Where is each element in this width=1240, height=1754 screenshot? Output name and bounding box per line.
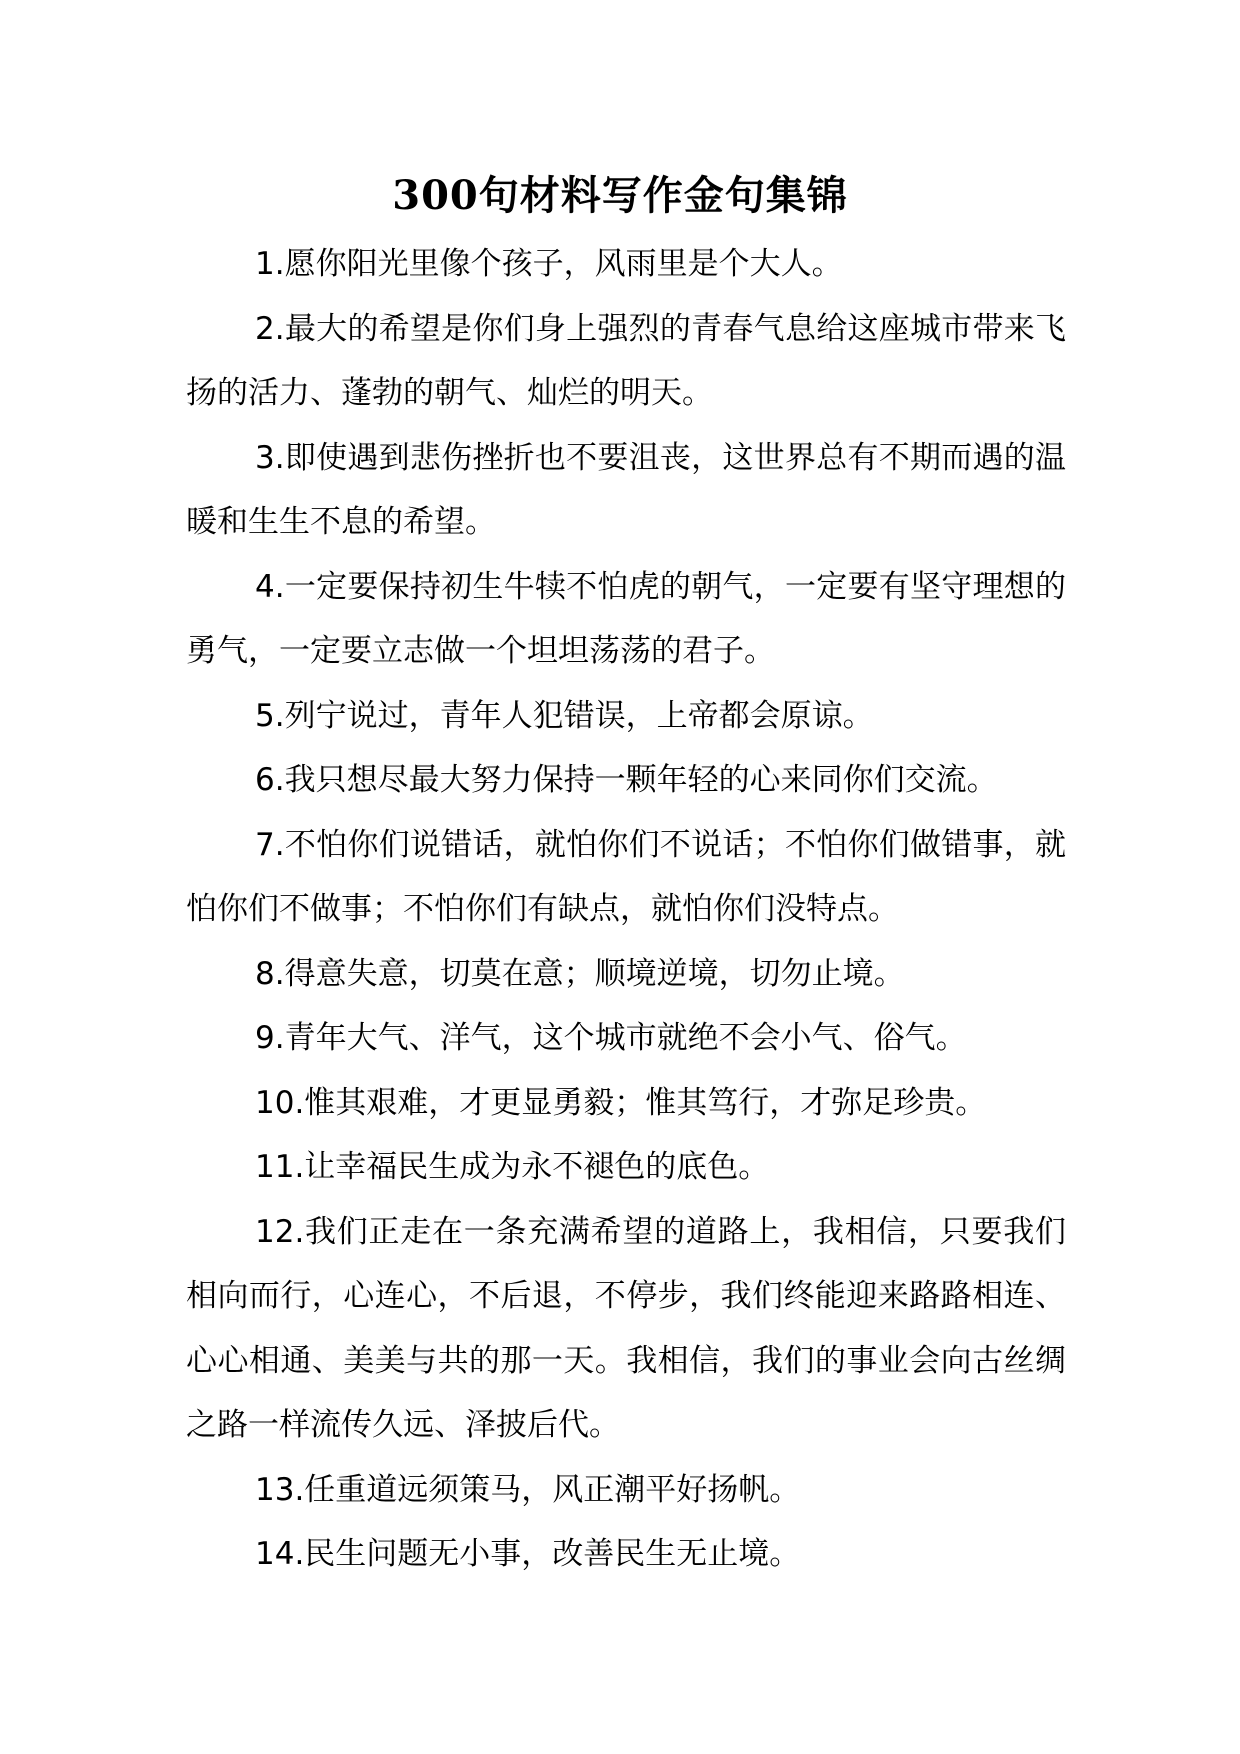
paragraph-3: 3.即使遇到悲伤挫折也不要沮丧，这世界总有不期而遇的温暖和生生不息的希望。 (186, 439, 1066, 540)
document-title: 300句材料写作金句集锦 (392, 172, 848, 219)
paragraph-14: 14.民生问题无小事，改善民生无止境。 (255, 1536, 801, 1572)
paragraph-1: 1.愿你阳光里像个孩子，风雨里是个大人。 (255, 246, 843, 282)
document-body (186, 232, 1066, 1587)
paragraph-10: 10.惟其艰难，才更显勇毅；惟其笃行，才弥足珍贵。 (255, 1084, 987, 1121)
paragraph-4: 4.一定要保持初生牛犊不怕虎的朝气，一定要有坚守理想的勇气，一定要立志做一个坦坦荡荡的君子。 (186, 568, 1066, 669)
paragraph-12: 12.我们正走在一条充满希望的道路上，我相信，只要我们相向而行，心连心，不后退，不停步，我们终能迎来路路相连、心心相通、美美与共的那一天。我相信，我们的事业会向古丝绸之路一样流传久远、泽披后代。 (186, 1213, 1066, 1443)
paragraph-8: 8.得意失意，切莫在意；顺境逆境，切勿止境。 (255, 955, 905, 992)
paragraph-13: 13.任重道远须策马，风正潮平好扬帆。 (255, 1471, 801, 1508)
paragraph-5: 5.列宁说过，青年人犯错误，上帝都会原谅。 (255, 697, 874, 734)
paragraph-2: 2.最大的希望是你们身上强烈的青春气息给这座城市带来飞扬的活力、蓬勃的朝气、灿烂的明天。 (186, 310, 1066, 411)
paragraph-7: 7.不怕你们说错话，就怕你们不说话；不怕你们做错事，就怕你们不做事；不怕你们有缺点，就怕你们没特点。 (186, 826, 1066, 927)
paragraph-9: 9.青年大气、洋气，这个城市就绝不会小气、俗气。 (255, 1020, 967, 1056)
paragraph-11: 11.让幸福民生成为永不褪色的底色。 (255, 1149, 770, 1185)
paragraph-6: 6.我只想尽最大努力保持一颗年轻的心来同你们交流。 (255, 762, 998, 798)
